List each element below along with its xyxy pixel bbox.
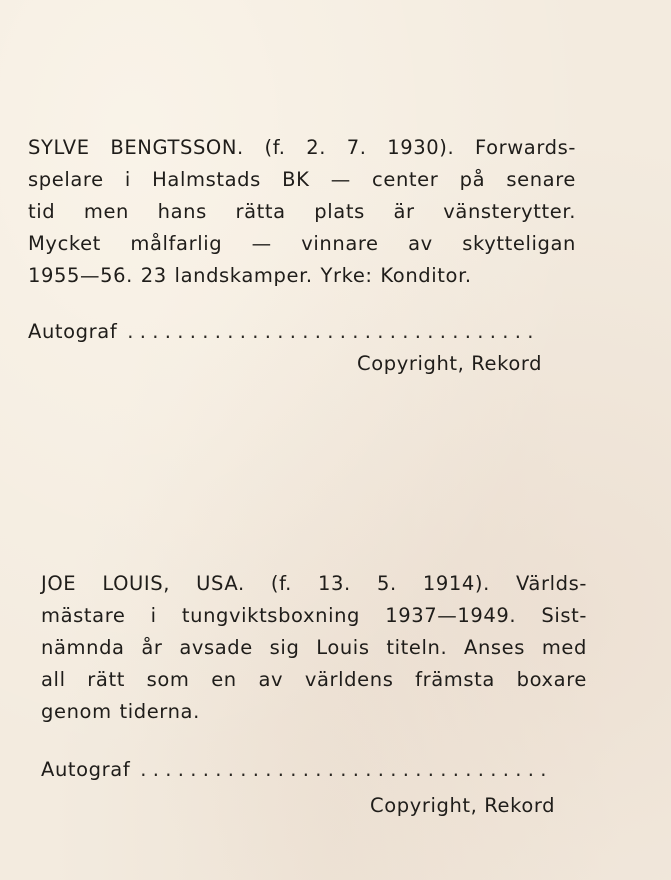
bio-line: tid men hans rätta plats är vänsterytter. [28, 200, 576, 223]
autograph-label: Autograf [28, 320, 118, 343]
autograph-line [41, 758, 583, 781]
bio-line: spelare i Halmstads BK — center på senare [28, 168, 576, 191]
autograph-dotted-line: ................................. [140, 758, 553, 781]
bio-line: Mycket målfarlig — vinnare av skytteligan [28, 232, 576, 255]
bio-text [41, 568, 587, 728]
autograph-dotted-line: ................................. [127, 320, 540, 343]
bio-line: genom tiderna. [41, 700, 200, 723]
copyright-notice: Copyright, Rekord [370, 794, 556, 817]
bio-line: all rätt som en av världens främsta boxare [41, 668, 587, 691]
autograph-label: Autograf [41, 758, 131, 781]
bio-line: nämnda år avsade sig Louis titeln. Anses med [41, 636, 587, 659]
bio-line: mästare i tungviktsboxning 1937—1949. Sist- [41, 604, 587, 627]
bio-line: 1955—56. 23 landskamper. Yrke: Konditor. [28, 264, 472, 287]
copyright-notice: Copyright, Rekord [357, 352, 543, 375]
autograph-line [28, 320, 573, 343]
bio-line: SYLVE BENGTSSON. (f. 2. 7. 1930). Forwards- [28, 136, 576, 159]
bio-line: JOE LOUIS, USA. (f. 13. 5. 1914). Världs- [41, 572, 587, 595]
bio-text [28, 132, 576, 292]
